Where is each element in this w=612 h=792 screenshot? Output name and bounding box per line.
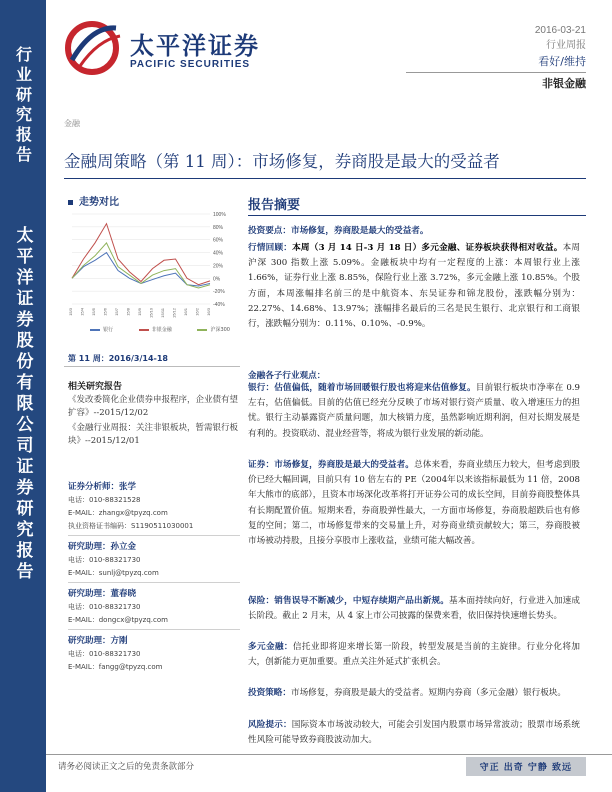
summary-paragraph-risk: 风险提示：国际资本市场波动较大，可能会引发国内股票市场异常波动；股票市场系统性风险可能导致券商股波动加大。 — [248, 720, 580, 746]
summary-paragraph-diversified: 多元金融：信托业即将迎来增长第一阶段，转型发展是当前的主旋律。行业分化将加大，创新能力更加重要。重点关注外延式扩张机会。 — [248, 642, 580, 668]
company-name-en: PACIFIC SECURITIES — [130, 59, 251, 70]
x-tick-label: 15/12 — [171, 308, 177, 319]
trend-chart-svg — [64, 208, 238, 324]
summary-divider — [248, 215, 586, 216]
y-tick-label: 100% — [213, 212, 226, 218]
sidebar-bottom-label — [0, 226, 46, 706]
report-meta — [406, 24, 586, 93]
company-name-cn: 太平洋证券 — [130, 32, 260, 60]
related-item: 《金融行业周报：关注非银板块，暂需银行板块》--2015/12/01 — [68, 423, 239, 446]
contact-role: 研究助理：董春晓 — [68, 589, 137, 599]
contact-email: E-MAIL：dongcx@tpyzq.com — [68, 616, 168, 624]
related-list — [68, 394, 240, 450]
x-tick-label: 15/10 — [148, 308, 154, 319]
summary-paragraph-bank: 银行：估值偏低，随着市场回暖银行股也将迎来估值修复。目前银行板块市净率在 0.9 左右，估值偏低。目前的估值已经充分反映了市场对银行资产质量、收入增速压力的担忧。银行主动暴露资产质量问题，加大核销力度，虽然影响近期利润，但对长期发展是有利的。投资联动、混业经营等，将成为银行业发展的新动能。 — [248, 383, 580, 439]
legend-nonbank-swatch — [139, 329, 149, 331]
company-logo — [64, 16, 274, 76]
contact-divider — [68, 629, 240, 630]
x-tick-label: 16/3 — [206, 308, 211, 316]
x-tick-label: 15/6 — [102, 308, 108, 316]
x-tick-label: 15/7 — [114, 308, 119, 316]
x-tick-label: 15/5 — [91, 308, 96, 316]
footer-disclaimer: 请务必阅读正文之后的免责条款部分 — [58, 762, 195, 772]
contact-role: 研究助理：方刚 — [68, 636, 128, 646]
category-tag: 金融 — [64, 119, 80, 128]
x-tick-label: 16/2 — [194, 308, 200, 316]
x-tick-label: 16/1 — [183, 308, 188, 316]
y-tick-label: 20% — [213, 263, 224, 270]
contact-phone: 电话：010-88321730 — [68, 603, 141, 611]
report-date: 2016-03-21 — [534, 25, 586, 36]
report-rating: 看好/维持 — [406, 54, 586, 73]
contact-phone: 电话：010-88321528 — [68, 496, 141, 504]
contact-card — [68, 634, 240, 674]
title-divider — [64, 178, 586, 179]
square-bullet-icon — [68, 200, 73, 205]
legend-hs300: 沪深300 — [197, 326, 230, 333]
page-title: 金融周策略（第 11 周）：市场修复，券商股是最大的受益者 — [64, 152, 500, 171]
contact-email: E-MAIL：zhangx@tpyzq.com — [68, 509, 168, 517]
y-tick-label: 0% — [213, 276, 221, 283]
summary-paragraph-securities: 证券：市场修复，券商股是最大的受益者。总体来看，券商业绩压力较大，但考虑到股价已经大幅回调，目前只有 10 倍左右的 PE（2004年以来该指标最低为 11 倍，2008 年大熊市的底部），且资本市场深化改革将打开证券公司的成长空间，目前券商股整体具有长期配置价值。短期来看，券商股弹性最大，一方面市场修复，券商股超跌后也有修复的空间；第二，市场修复带来的交易量上升，对券商业绩贡献较大；第三，券商股被市场被动持股，且接分享股市上涨收益，业绩可能大幅改善。 — [248, 460, 580, 547]
contact-license: 执业资格证书编码：S1190511030001 — [68, 522, 194, 530]
x-tick-label: 15/9 — [137, 308, 142, 316]
summary-paragraph-strategy: 投资策略：市场修复，券商股是最大的受益者。短期内券商（多元金融）银行板块。 — [248, 688, 566, 698]
week-label: 第 11 周：2016/3/14-18 — [68, 354, 168, 363]
report-type: 行业周报 — [546, 40, 586, 51]
contacts — [68, 480, 240, 678]
week-divider — [64, 366, 240, 367]
contact-role: 研究助理：孙立金 — [68, 542, 137, 552]
related-item: 《发改委简化企业债券申报程序，企业债有望扩容》--2015/12/02 — [68, 395, 239, 418]
summary-paragraph-review: 行情回顾：本周（3 月 14 日-3 月 18 日）多元金融、证券板块获得相对收益。本周沪深 300 指数上涨 5.09%。金融板块中均有一定程度的上涨：本周银行业上涨 1.66%，证券行业上涨 8.85%，保险行业上涨 3.72%，多元金融上涨 10.85%。个股方面，本周涨幅排名前三的是中航资本、东吴证券和锦龙股份，涨跌幅分别为：22.27%、14.68%、13.97%；涨幅排名最后的三名是民生银行、北京银行和工商银行，涨跌幅分别为：0.11%、0.10%、-0.9%。 — [248, 243, 580, 330]
y-tick-label: 60% — [213, 237, 224, 244]
legend-bank: 银行 — [90, 326, 113, 333]
x-tick-label: 15/4 — [79, 308, 85, 316]
legend-hs300-swatch — [197, 329, 207, 331]
y-tick-label: 80% — [213, 224, 224, 231]
series-line-1 — [72, 224, 210, 285]
x-tick-label: 15/11 — [160, 308, 165, 318]
chart-legend — [90, 326, 230, 333]
footer-slogan: 守正 出奇 宁静 致远 — [466, 757, 586, 776]
subindustry-heading: 金融各子行业观点： — [248, 371, 326, 381]
report-industry: 非银金融 — [542, 77, 586, 90]
summary-heading: 报告摘要 — [248, 198, 301, 213]
contact-email: E-MAIL：fangg@tpyzq.com — [68, 663, 163, 671]
trend-heading — [68, 193, 119, 208]
x-tick-label: 15/3 — [68, 308, 73, 316]
contact-role: 证券分析师：张学 — [68, 482, 137, 492]
summary-paragraph-insurance: 保险：销售误导不断减少，中短存续期产品出新规。基本面持续向好，行业进入加速成长阶段。截止 2 月末，从 4 家上市公司披露的保费来看，依旧保持快速增长势头。 — [248, 596, 580, 622]
y-tick-label: -20% — [213, 289, 225, 296]
trend-heading-text: 走势对比 — [79, 197, 119, 208]
related-heading: 相关研究报告 — [68, 382, 123, 392]
sidebar-top-text: 行业研究报告 — [13, 46, 33, 166]
contact-phone: 电话：010-88321730 — [68, 650, 141, 658]
contact-card — [68, 587, 240, 630]
sidebar-bottom-text: 太平洋证券股份有限公司证券研究报告 — [12, 226, 33, 583]
summary-paragraph-investment: 投资要点：市场修复，券商股是最大的受益者。 — [248, 226, 429, 236]
x-tick-label: 15/8 — [125, 308, 131, 316]
logo-mark-icon — [64, 16, 124, 76]
contact-phone: 电话：010-88321730 — [68, 556, 141, 564]
y-tick-label: -40% — [213, 302, 225, 308]
footer-divider — [46, 754, 612, 755]
contact-email: E-MAIL：sunlj@tpyzq.com — [68, 569, 159, 577]
trend-chart — [64, 208, 238, 324]
contact-divider — [68, 582, 240, 583]
sidebar-top-label — [0, 46, 46, 166]
legend-bank-swatch — [90, 329, 100, 331]
legend-nonbank: 非银金融 — [139, 326, 172, 333]
contact-card — [68, 480, 240, 536]
y-tick-label: 40% — [213, 250, 224, 257]
contact-card — [68, 540, 240, 583]
contact-divider — [68, 535, 240, 536]
